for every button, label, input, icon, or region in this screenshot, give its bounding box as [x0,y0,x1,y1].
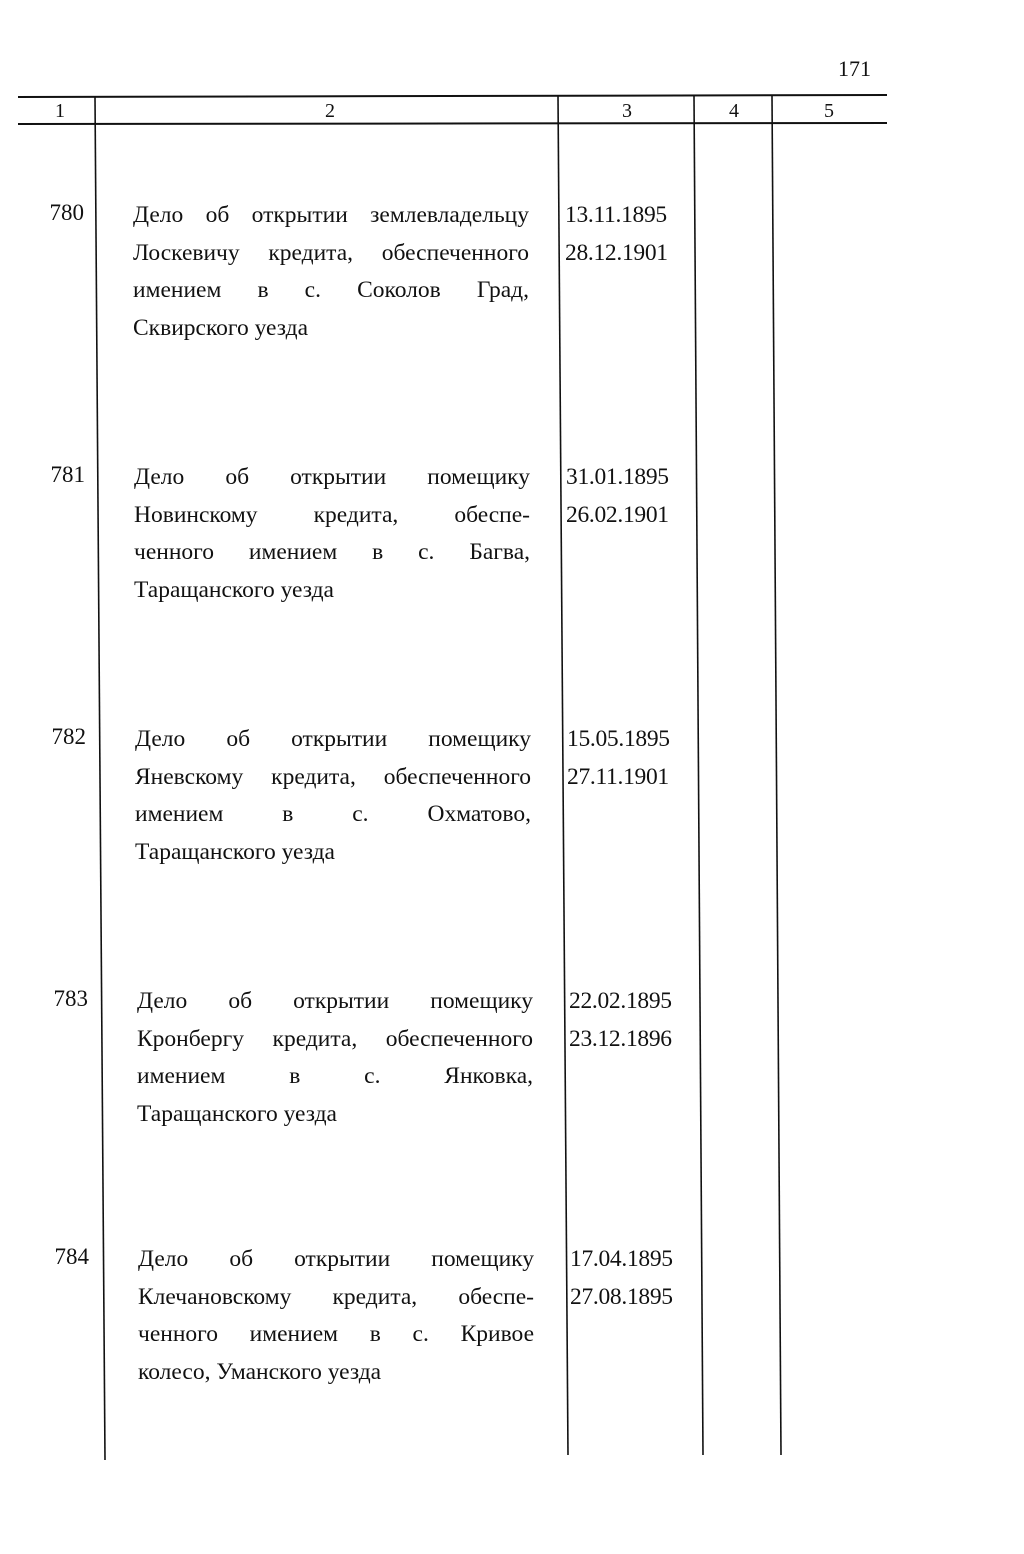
end-date: 27.11.1901 [567,763,669,790]
description-line: ченного имением в с. Багва, [134,539,530,565]
case-description [134,462,530,612]
column-header-1: 1 [55,100,65,122]
end-date: 23.12.1896 [569,1025,672,1052]
description-line: имением в с. Янковка, [137,1063,533,1089]
case-description [137,986,533,1136]
description-line: Таращанского уезда [134,576,334,603]
case-number: 782 [51,724,86,749]
case-dates [565,200,668,275]
case-dates [570,1244,673,1319]
column-header-4: 4 [729,100,739,122]
column-header-3: 3 [622,100,632,122]
case-number: 784 [54,1244,89,1269]
description-line: Дело об открытии помещику [138,1246,534,1272]
description-line: ченного имением в с. Кривое [138,1321,534,1347]
description-line: Лоскевичу кредита, обеспеченного [133,239,529,266]
end-date: 28.12.1901 [565,239,668,266]
table-top-rule [18,95,887,97]
header-bottom-rule [18,123,887,124]
description-line: Новинскому кредита, обеспе- [134,501,530,528]
case-description [133,200,529,350]
description-line: Таращанского уезда [135,838,335,865]
description-line: Дело об открытии землевладельцу [133,202,529,228]
case-dates [566,462,669,537]
end-date: 26.02.1901 [566,501,669,528]
description-line: Таращанского уезда [137,1100,337,1127]
column-header-5: 5 [824,100,834,122]
case-number: 783 [53,986,88,1011]
description-line: Клечановскому кредита, обеспе- [138,1283,534,1310]
start-date: 13.11.1895 [565,202,667,228]
start-date: 22.02.1895 [569,988,672,1014]
description-line: Дело об открытии помещику [135,726,531,752]
start-date: 17.04.1895 [570,1246,673,1272]
description-line: Дело об открытии помещику [137,988,533,1014]
description-line: имением в с. Соколов Град, [133,277,529,303]
column-divider-1 [95,97,105,1460]
case-description [138,1244,534,1394]
start-date: 15.05.1895 [567,726,670,752]
description-line: Яневскому кредита, обеспеченного [135,763,531,790]
description-line: Сквирского уезда [133,314,308,341]
case-description [135,724,531,874]
case-dates [567,724,670,799]
description-line: имением в с. Охматово, [135,801,531,827]
column-header-2: 2 [325,100,335,122]
case-number: 781 [50,462,85,487]
end-date: 27.08.1895 [570,1283,673,1310]
description-line: Кронбергу кредита, обеспеченного [137,1025,533,1052]
column-divider-3 [694,96,703,1455]
description-line: колесо, Уманского уезда [138,1358,382,1385]
column-divider-4 [772,96,781,1455]
case-number: 780 [49,200,84,225]
description-line: Дело об открытии помещику [134,464,530,490]
page-number: 171 [838,56,871,81]
case-dates [569,986,672,1061]
start-date: 31.01.1895 [566,464,669,490]
